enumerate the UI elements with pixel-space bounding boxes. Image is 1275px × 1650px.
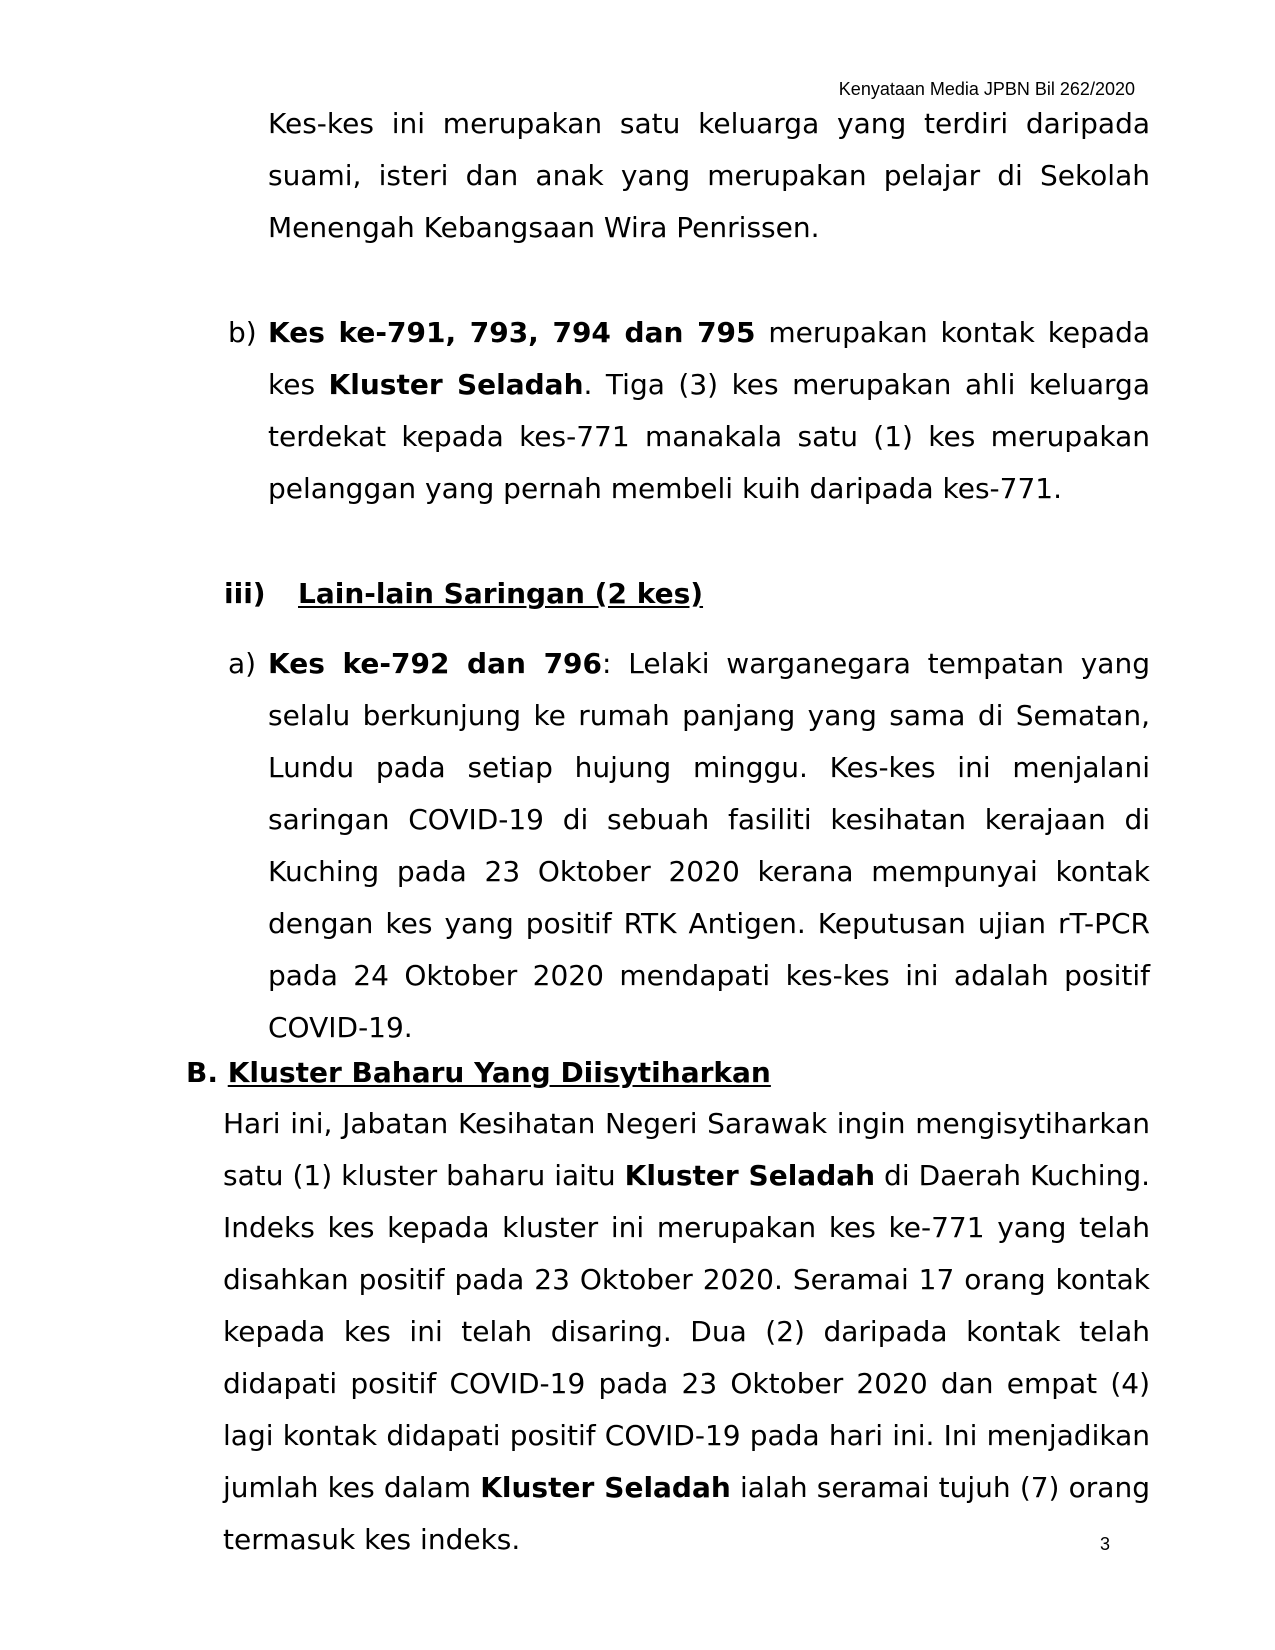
section-letter: B.: [186, 1056, 218, 1089]
page-header: Kenyataan Media JPBN Bil 262/2020: [838, 79, 1135, 99]
subsection-heading: [224, 568, 703, 620]
list-marker-a: a): [228, 647, 257, 680]
subsection-title: Lain-lain Saringan (2 kes): [298, 577, 704, 610]
list-marker-b: b): [228, 316, 257, 349]
cluster-name-bold: Kluster Seladah: [624, 1159, 876, 1192]
new-cluster-text-3: ialah seramai tujuh (7) orang termasuk kes indeks.: [223, 1471, 1150, 1556]
item-b-text-1: merupakan kontak kepada kes: [268, 316, 1151, 401]
subsection-number: iii): [224, 577, 266, 610]
paragraph-item-b: [268, 307, 1150, 515]
paragraph-item-a: [268, 638, 1150, 1054]
case-numbers-bold: Kes ke-792 dan 796: [268, 647, 603, 680]
item-a-text: : Lelaki warganegara tempatan yang selalu berkunjung ke rumah panjang yang sama di Sematan, Lundu pada setiap hujung minggu. Kes-kes ini menjalani saringan COVID-19 di sebuah fasiliti kesihatan kerajaan di Kuching pada 23 Oktober 2020 kerana mempunyai kontak dengan kes yang positif RTK Antigen. Keputusan ujian rT-PCR pada 24 Oktober 2020 mendapati kes-kes ini adalah positif COVID-19.: [268, 647, 1150, 1044]
cluster-name-bold: Kluster Seladah: [328, 368, 584, 401]
page-number: 3: [1100, 1534, 1111, 1554]
case-numbers-bold: Kes ke-791, 793, 794 dan 795: [268, 316, 756, 349]
paragraph-new-cluster: [223, 1098, 1150, 1566]
section-heading: [186, 1047, 771, 1099]
paragraph-family-cases: Kes-kes ini merupakan satu keluarga yang terdiri daripada suami, isteri dan anak yang merupakan pelajar di Sekolah Menengah Kebangsaan Wira Penrissen.: [268, 107, 1150, 244]
new-cluster-text-1: Hari ini, Jabatan Kesihatan Negeri Sarawak ingin mengisytiharkan satu (1) kluster baharu iaitu: [223, 1107, 1150, 1192]
cluster-name-bold: Kluster Seladah: [480, 1471, 731, 1504]
new-cluster-text-2: di Daerah Kuching. Indeks kes kepada kluster ini merupakan kes ke-771 yang telah disahkan positif pada 23 Oktober 2020. Seramai 17 orang kontak kepada kes ini telah disaring. Dua (2) daripada kontak telah didapati positif COVID-19 pada 23 Oktober 2020 dan empat (4) lagi kontak didapati positif COVID-19 pada hari ini. Ini menjadikan jumlah kes dalam: [223, 1159, 1150, 1504]
section-title: Kluster Baharu Yang Diisytiharkan: [227, 1056, 771, 1089]
item-b-text-2: . Tiga (3) kes merupakan ahli keluarga terdekat kepada kes-771 manakala satu (1) kes merupakan pelanggan yang pernah membeli kuih daripada kes-771.: [268, 368, 1150, 505]
